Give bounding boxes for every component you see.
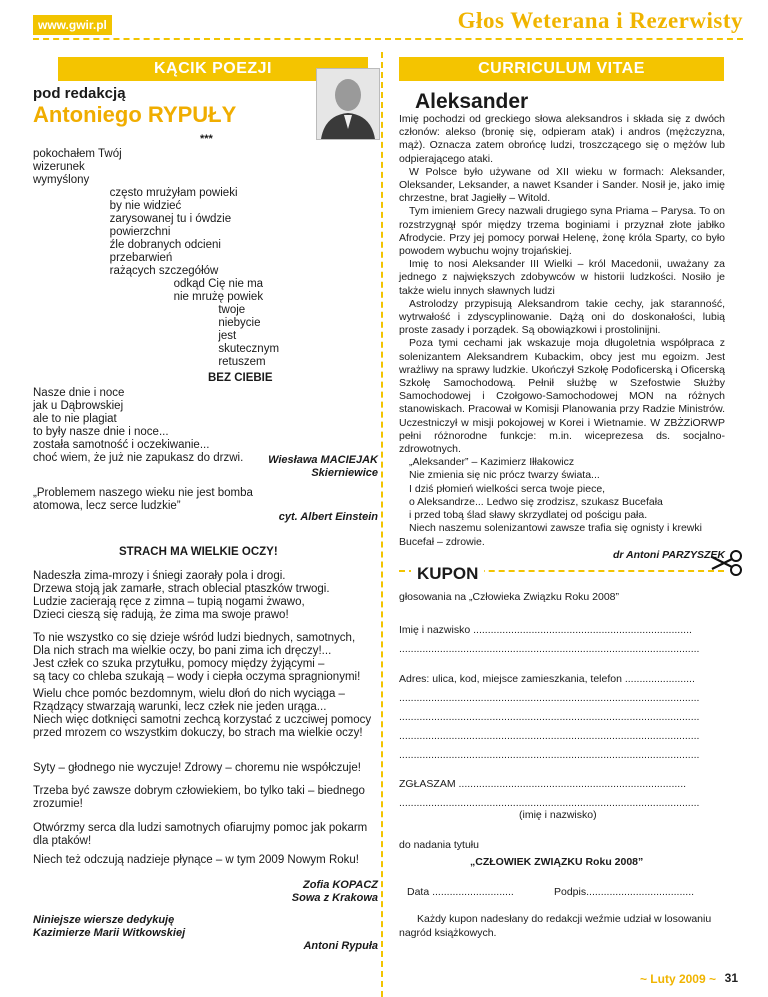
poem-line: Dla nich strach ma wielkie oczy, bo pani zima ich dręczy!... [33,645,332,657]
section-header-cv: CURRICULUM VITAE [399,57,724,81]
poem-line: przebarwień [33,252,173,264]
cv-poem-line: Nie zmienia się nic prócz twarzy świata... [409,469,600,482]
cv-paragraph: W Polsce było używane od XII wieku w formach: Aleksander, Oleksander, Leksander, a nawet Ksander i Sander. Nosił je, jako imię chrzestne, brat Jagiełły – Witold. [399,165,725,205]
poem-line: To nie wszystko co się dzieje wśród ludzi biednych, samotnych, [33,632,356,644]
poem-line: zarysowanej tu i ówdzie [33,213,232,225]
editor-label: pod redakcją [33,85,126,102]
date-field[interactable]: Data ............................ [407,886,514,898]
poem-line: została samotność i oczekiwanie... [33,439,210,451]
poem-line: Otwórzmy serca dla ludzi samotnych ofiarujmy pomoc jak pokarm [33,822,368,834]
poem-line: dla ptaków! [33,835,92,847]
poem-line: twoje [33,304,246,316]
poem-title-strach: STRACH MA WIELKIE OCZY! [119,546,278,558]
cv-poem-line: Niech naszemu solenizantowi zawsze trafia się ognisty i krewki [409,522,702,535]
poem-line: są tacy co chleba szukają – wody i ciepła oczyma spragnionymi! [33,671,361,683]
award-for: do nadania tytułu [399,839,479,851]
site-url[interactable]: www.gwir.pl [33,15,112,35]
address-line-1[interactable]: ....................................................................................................... [399,692,700,704]
cv-poem-line: „Aleksander” – Kazimierz Iłłakowicz [409,456,575,469]
column-divider [381,52,383,997]
stanza-7: Niech też odczują nadzieje płynące – w tym 2009 Nowym Roku! [33,854,359,866]
author-city: Skierniewice [311,467,378,479]
poem-line: Drzewa stoją jak zamarłe, strach oblecial ptaszków trwogi. [33,583,330,595]
poem-line: to były nasze dnie i noce... [33,426,169,438]
poem-line: niebycie [33,317,261,329]
address-line-3[interactable]: ....................................................................................................... [399,730,700,742]
poem-line: Wielu chce pomóc bezdomnym, wielu dłoń do nich wyciąga – [33,688,345,700]
poem-line: powierzchni [33,226,171,238]
dedication [33,914,185,940]
quote-line: atomowa, lecz serce ludzkie” [33,500,181,512]
poem-line: Niech więc dotknięci samotni zechcą korzystać z uczciwej pomocy [33,714,372,726]
poem-line: skutecznym [33,343,280,355]
author-name: Wiesława MACIEJAK [268,454,378,466]
cv-paragraph: Tym imieniem Grecy nazwali drugiego syna Priama – Parysa. To on rozstrzygnął spór między trzema boginiami i przyznał złote jabłko Afrodycie. Przy jej pomocy porwał Helenę, żonę króla Sparty, co było powodem wybuchu wojny trojańskiej. [399,205,725,258]
name-field-line[interactable]: ....................................................................................................... [399,643,700,655]
stanza-3 [33,688,371,740]
author-city: Sowa z Krakowa [291,892,378,904]
issue-date: ~ Luty 2009 ~ [639,972,716,986]
poem-line: choć wiem, że już nie zapukasz do drzwi. [33,452,244,464]
poem-line: źle dobranych odcieni [33,239,221,251]
poem-line: wizerunek [33,161,85,173]
cv-article [399,113,725,562]
stanza-2 [33,632,360,684]
poem-line: jest [33,330,237,342]
poem-line: odkąd Cię nie ma [33,278,264,290]
poem-line: nie mrużę powiek [33,291,264,303]
poem-line: rażących szczegółów [33,265,219,277]
dedication-sign: Antoni Rypuła [303,940,378,952]
magazine-title: Głos Weterana i Rezerwisty [457,8,743,33]
cv-paragraph: Astrolodzy przypisują Aleksandrom takie cechy, jak staranność, wytrwałość i zdyscyplinowanie. Dążą oni do doskonałości, lubią proste zasady i porządek. Są obowiązkowi i prostolinijni. [399,297,725,337]
poem-line: jak u Dąbrowskiej [33,400,124,412]
cv-author: dr Antoni PARZYSZEK [613,548,725,561]
signature-field[interactable]: Podpis..................................... [554,886,695,898]
address-line-4[interactable]: ....................................................................................................... [399,749,700,761]
cv-poem-line: o Aleksandrze... Ledwo się zrodzisz, szukasz Bucefała [409,495,663,508]
poem-line: Dzieci cieszą się radują, że zima ma swoje prawo! [33,609,289,621]
quote-author: cyt. Albert Einstein [278,511,378,523]
address-line-2[interactable]: ....................................................................................................... [399,711,700,723]
poem-separator-stars: *** [200,133,213,145]
einstein-quote [33,487,253,513]
poem-line: Trzeba być zawsze dobrym człowiekiem, bo tylko taki – biednego [33,785,365,797]
cv-paragraph: Poza tymi cechami jak wskazuje moja długoletnia współpraca z solenizantem Aleksandrem Kubackim, obcy jest mu egoizm. Jest wrażliwy na sprawy ludzkie. Ukończył Szkołę Podoficerską i Oficerską Szkołę Samochodową. Pełnił służbę w Szefostwie Służby Samochodowej i Czołgowo-Samochodowej MON na różnych stanowiskach. Pracował w Komisji Planowania przy Radzie Ministrów. Uczestniczył w misji pokojowej w Korei i Wietnamie. W ZBŻZiORWP pełni różnorodne funkcje: m.in. wiceprezesa ds. socjalno-zdrowotnych. [399,337,725,456]
nominee-hint: (imię i nazwisko) [519,809,597,821]
poem-line: Rządzący stwarzają warunki, lecz człek nie jeden urąga... [33,701,327,713]
poem-bez-ciebie [33,387,243,465]
scissors-icon [710,548,744,578]
cv-poem-end: Bucefał – zdrowie. [399,535,485,548]
nominate-line[interactable]: ....................................................................................................... [399,797,700,809]
poem-line: Nadeszła zima-mrozy i śniegi zaorały pola i drogi. [33,570,286,582]
cv-poem-line: i przed tobą ślad sławy skrzydlatej od pościgu pała. [409,509,648,522]
poem-line: by nie widzieć [33,200,182,212]
stanza-6 [33,822,367,848]
poem-line: Nasze dnie i noce [33,387,125,399]
quote-line: „Problemem naszego wieku nie jest bomba [33,487,253,499]
header-divider [33,38,743,40]
dedication-line: Niniejsze wiersze dedykuję [33,914,175,926]
poem-line: Jest człek co szuka przytułku, pomocy między żyjącymi – [33,658,325,670]
poem-title-bez-ciebie: BEZ CIEBIE [208,372,273,384]
stanza-1 [33,570,330,622]
poem-line: przed mrozem co wszystkim dokuczy, bo strach ma wielkie oczy! [33,727,363,739]
section-header-poetry: KĄCIK POEZJI [58,57,368,81]
cv-paragraph: Imię pochodzi od greckiego słowa aleksandros i składa się z dwóch członów: alekso (bronię się, odpieram atak) i andros (mężczyzna, mąż). Oznacza zatem obrońcę ludzi, troszczącego się o mężów lub odpierającego ataki. [399,113,725,165]
poem-author [268,454,378,480]
dedication-line: Kazimierze Marii Witkowskiej [33,927,186,939]
poem-line: pokochałem Twój [33,148,122,160]
name-field[interactable]: Imię i nazwisko ........................................................................... [399,624,692,636]
poem-line: retuszem [33,356,266,368]
stanza-4: Syty – głodnego nie wyczuje! Zdrowy – choremu nie współczuje! [33,762,361,774]
coupon-note: Każdy kupon nadesłany do redakcji weźmie udział w losowaniu nagród książkowych. [399,913,712,939]
poem-line: często mrużyłam powieki [33,187,238,199]
coupon-title: KUPON [411,564,484,584]
stanza-5 [33,785,365,811]
poem-retusz [33,148,279,369]
editor-name: Antoniego RYPUŁY [33,102,237,127]
poem-line: ale to nie plagiat [33,413,117,425]
author-photo [316,68,380,140]
poem-line: wymyślony [33,174,90,186]
address-field[interactable]: Adres: ulica, kod, miejsce zamieszkania, telefon ........................ [399,673,695,685]
cv-paragraph: Imię to nosi Aleksander III Wielki – król Macedonii, uważany za jednego z największych zdobywców w historii ludzkości. Nosiło je także wielu innych sławnych ludzi [399,258,725,297]
poem-line: zrozumie! [33,798,83,810]
cv-poem-line: I dziś płomień wielkości serca twoje piece, [409,482,606,495]
nominate-field[interactable]: ZGŁASZAM .............................................................................. [399,778,687,790]
coupon-subtitle: głosowania na „Człowieka Związku Roku 2008” [399,591,620,603]
author-name: Zofia KOPACZ [303,879,378,891]
page-number: 31 [724,971,738,985]
award-title: „CZŁOWIEK ZWIĄZKU Roku 2008” [470,856,644,868]
cv-title: Aleksander [415,90,529,113]
poem3-author [292,879,378,905]
poem-line: Ludzie zacierają ręce z zimna – tupią nogami żwawo, [33,596,305,608]
